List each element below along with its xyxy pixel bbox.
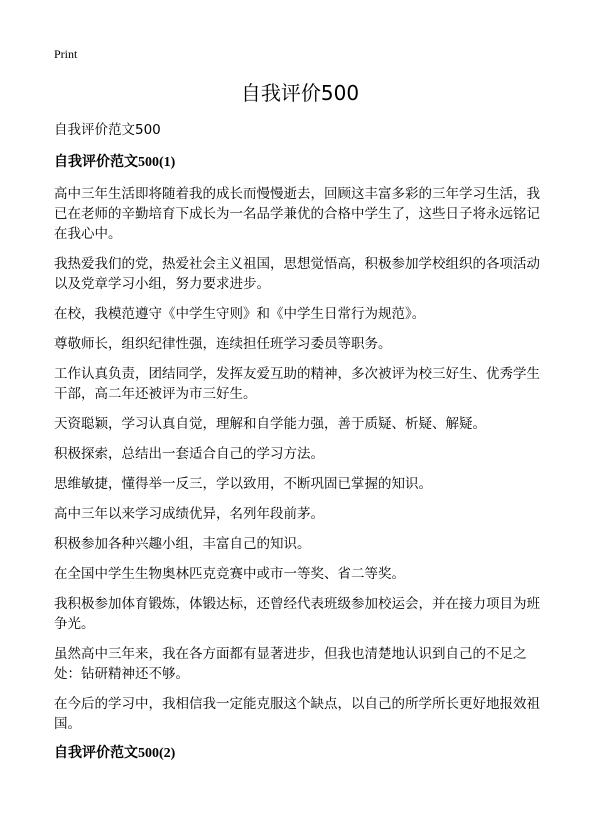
paragraph: 高中三年生活即将随着我的成长而慢慢逝去，回顾这丰富多彩的三年学习生活，我已在老师的辛勤培育下成长为一名品学兼优的合格中学生了，这些日子将永远铭记在我心中。 (54, 186, 540, 242)
paragraph: 思维敏捷，懂得举一反三，学以致用，不断巩固已掌握的知识。 (54, 476, 432, 492)
paragraph: 积极探索，总结出一套适合自己的学习方法。 (54, 446, 324, 462)
paragraph: 虽然高中三年来，我在各方面都有显著进步，但我也清楚地认识到自己的不足之处：钻研精神还不够。 (54, 646, 527, 682)
paragraph: 天资聪颖，学习认真自觉，理解和自学能力强，善于质疑、析疑、解疑。 (54, 416, 486, 432)
paragraph: 积极参加各种兴趣小组，丰富自己的知识。 (54, 536, 311, 552)
paragraph: 在今后的学习中，我相信我一定能克服这个缺点，以自己的所学所长更好地报效祖国。 (54, 696, 540, 732)
paragraph: 我积极参加体育锻炼，体锻达标，还曾经代表班级参加校运会，并在接力项目为班争光。 (54, 596, 540, 632)
print-label: Print (54, 47, 78, 61)
paragraph: 工作认真负责，团结同学，发挥友爱互助的精神，多次被评为校三好生、优秀学生干部，高二年还被评为市三好生。 (54, 366, 540, 402)
paragraph: 尊敬师长，组织纪律性强，连续担任班学习委员等职务。 (54, 336, 392, 352)
paragraph: 在校，我模范遵守《中学生守则》和《中学生日常行为规范》。 (54, 306, 426, 322)
paragraph: 我热爱我们的党，热爱社会主义祖国，思想觉悟高，积极参加学校组织的各项活动以及党章学习小组，努力要求进步。 (54, 256, 540, 292)
page-title: 自我评价500 (240, 81, 360, 105)
page-subtitle: 自我评价范文500 (54, 122, 161, 138)
section-heading: 自我评价范文500(1) (54, 155, 176, 170)
section-heading: 自我评价范文500(2) (54, 746, 176, 761)
paragraph: 高中三年以来学习成绩优异，名列年段前茅。 (54, 506, 324, 522)
paragraph: 在全国中学生生物奥林匹克竞赛中或市一等奖、省二等奖。 (54, 566, 405, 582)
